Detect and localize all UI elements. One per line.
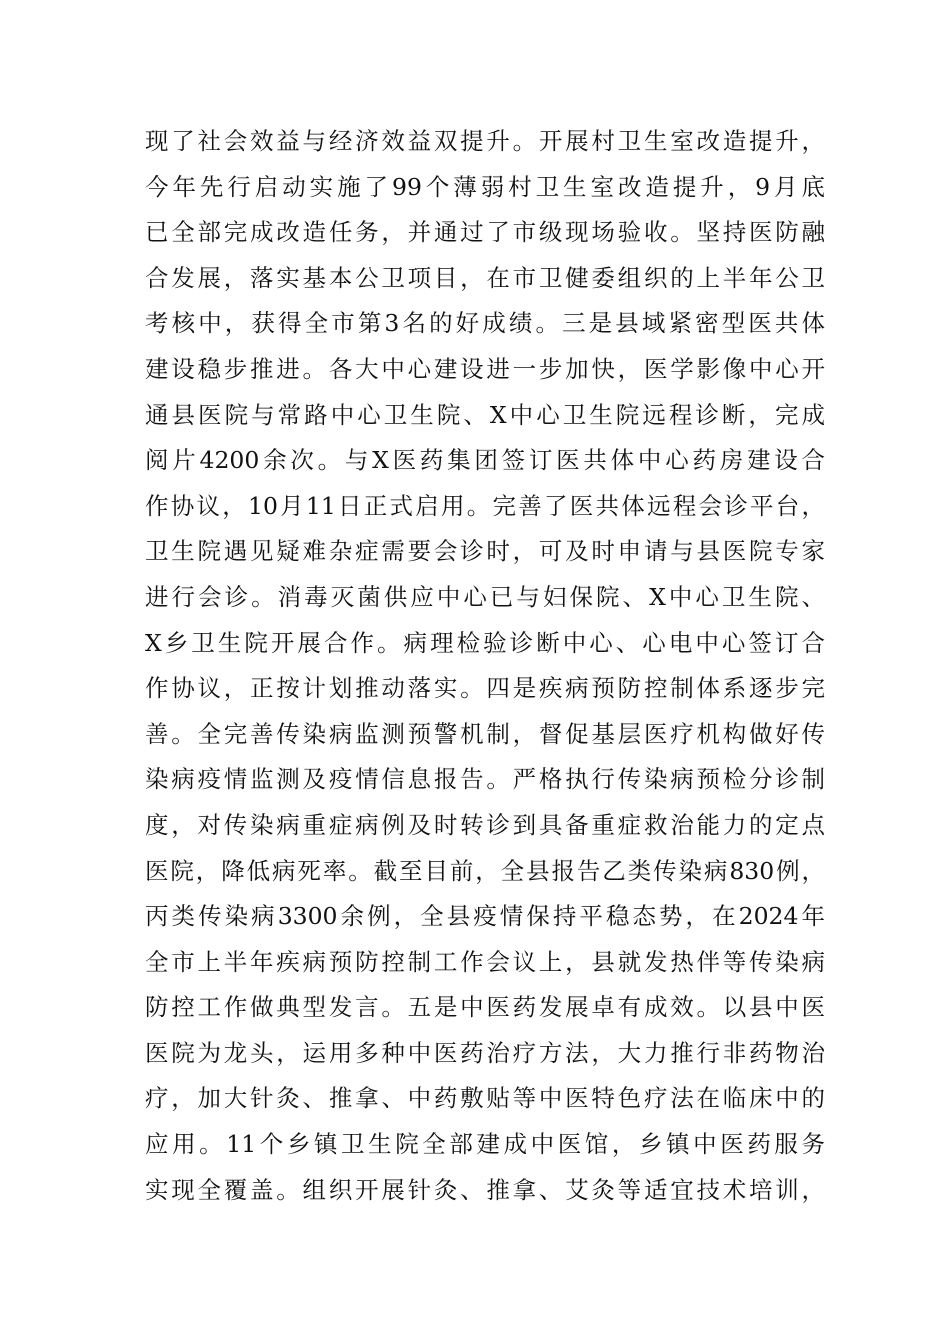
text-line: 进行会诊。消毒灭菌供应中心已与妇保院、X中心卫生院、 bbox=[145, 582, 825, 611]
text-line: 医院为龙头，运用多种中医药治疗方法，大力推行非药物治 bbox=[145, 1038, 825, 1067]
body-text bbox=[145, 119, 825, 1213]
text-line: 应用。11个乡镇卫生院全部建成中医馆，乡镇中医药服务 bbox=[145, 1130, 825, 1159]
text-line: 善。全完善传染病监测预警机制，督促基层医疗机构做好传 bbox=[145, 719, 825, 748]
text-line: 现了社会效益与经济效益双提升。开展村卫生室改造提升， bbox=[145, 127, 825, 155]
text-line: 作协议，正按计划推动落实。四是疾病预防控制体系逐步完 bbox=[145, 674, 825, 703]
text-line: 防控工作做典型发言。五是中医药发展卓有成效。以县中医 bbox=[145, 993, 825, 1022]
text-line: 考核中，获得全市第3名的好成绩。三是县域紧密型医共体 bbox=[145, 309, 825, 338]
text-line: 实现全覆盖。组织开展针灸、推拿、艾灸等适宜技术培训， bbox=[145, 1175, 825, 1204]
text-line: 今年先行启动实施了99个薄弱村卫生室改造提升，9月底 bbox=[145, 172, 825, 201]
text-line: 作协议，10月11日正式启用。完善了医共体远程会诊平台， bbox=[145, 491, 825, 520]
text-line: X乡卫生院开展合作。病理检验诊断中心、心电中心签订合 bbox=[145, 628, 825, 657]
text-line: 已全部完成改造任务，并通过了市级现场验收。坚持医防融 bbox=[145, 218, 825, 247]
text-line: 建设稳步推进。各大中心建设进一步加快，医学影像中心开 bbox=[145, 354, 825, 383]
text-line: 度，对传染病重症病例及时转诊到具备重症救治能力的定点 bbox=[145, 810, 825, 839]
text-line: 全市上半年疾病预防控制工作会议上，县就发热伴等传染病 bbox=[145, 947, 825, 976]
text-line: 丙类传染病3300余例，全县疫情保持平稳态势，在2024年 bbox=[145, 902, 825, 931]
text-line: 染病疫情监测及疫情信息报告。严格执行传染病预检分诊制 bbox=[145, 765, 825, 794]
text-line: 医院，降低病死率。截至目前，全县报告乙类传染病830例， bbox=[145, 856, 825, 885]
text-line: 卫生院遇见疑难杂症需要会诊时，可及时申请与县医院专家 bbox=[145, 537, 825, 566]
text-line: 阅片4200余次。与X医药集团签订医共体中心药房建设合 bbox=[145, 446, 825, 475]
text-line: 通县医院与常路中心卫生院、X中心卫生院远程诊断，完成 bbox=[145, 400, 825, 429]
text-line: 合发展，落实基本公卫项目，在市卫健委组织的上半年公卫 bbox=[145, 263, 825, 292]
text-line: 疗，加大针灸、推拿、中药敷贴等中医特色疗法在临床中的 bbox=[145, 1084, 825, 1113]
